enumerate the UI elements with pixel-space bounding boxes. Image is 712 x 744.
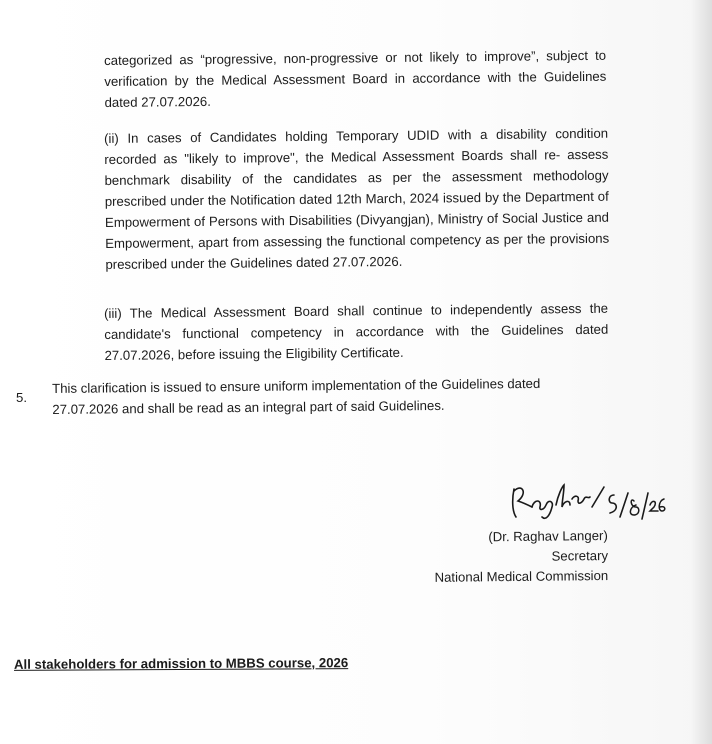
signatory-name: (Dr. Raghav Langer) <box>488 527 609 545</box>
paragraph-ii: (ii) In cases of Candidates holding Temporary UDID with a disability condition recorded as "likely to improve", the Medical Assessment Boards shall re- assess benchmark disability of the candidates as per the assessment methodology prescribed under the Notification dated 12th March, 2024 issued by the Department of Empowerment of Persons with Disabilities (Divyangjan), Ministry of Social Justice and Empowerment, apart from assessing the functional competency as per the provisions prescribed under the Guidelines dated 27.07.2026. <box>104 125 610 272</box>
signature-block <box>434 526 608 588</box>
handwritten-signature <box>508 477 668 527</box>
paragraph-i-continuation: categorized as “progressive, non-progressive or not likely to improve”, subject to verification by the Medical Assessment Board in accordance with the Guidelines dated 27.07.2026. <box>104 47 607 110</box>
paragraph-5: This clarification is issued to ensure uniform implementation of the Guidelines dated 27.07.2026 and shall be read as an integral part of said Guidelines. <box>52 375 541 417</box>
page-edge-shadow <box>690 0 712 744</box>
signatory-designation: Secretary <box>551 547 609 564</box>
addressee-line: All stakeholders for admission to MBBS course, 2026 <box>13 655 349 672</box>
paragraph-5-number: 5. <box>16 390 27 405</box>
paragraph-iii: (iii) The Medical Assessment Board shall continue to independently assess the candidate's functional competency in accordance with the Guidelines dated 27.07.2026, before issuing the Eligibility Certificate. <box>104 300 609 363</box>
signatory-organization: National Medical Commission <box>434 567 609 585</box>
